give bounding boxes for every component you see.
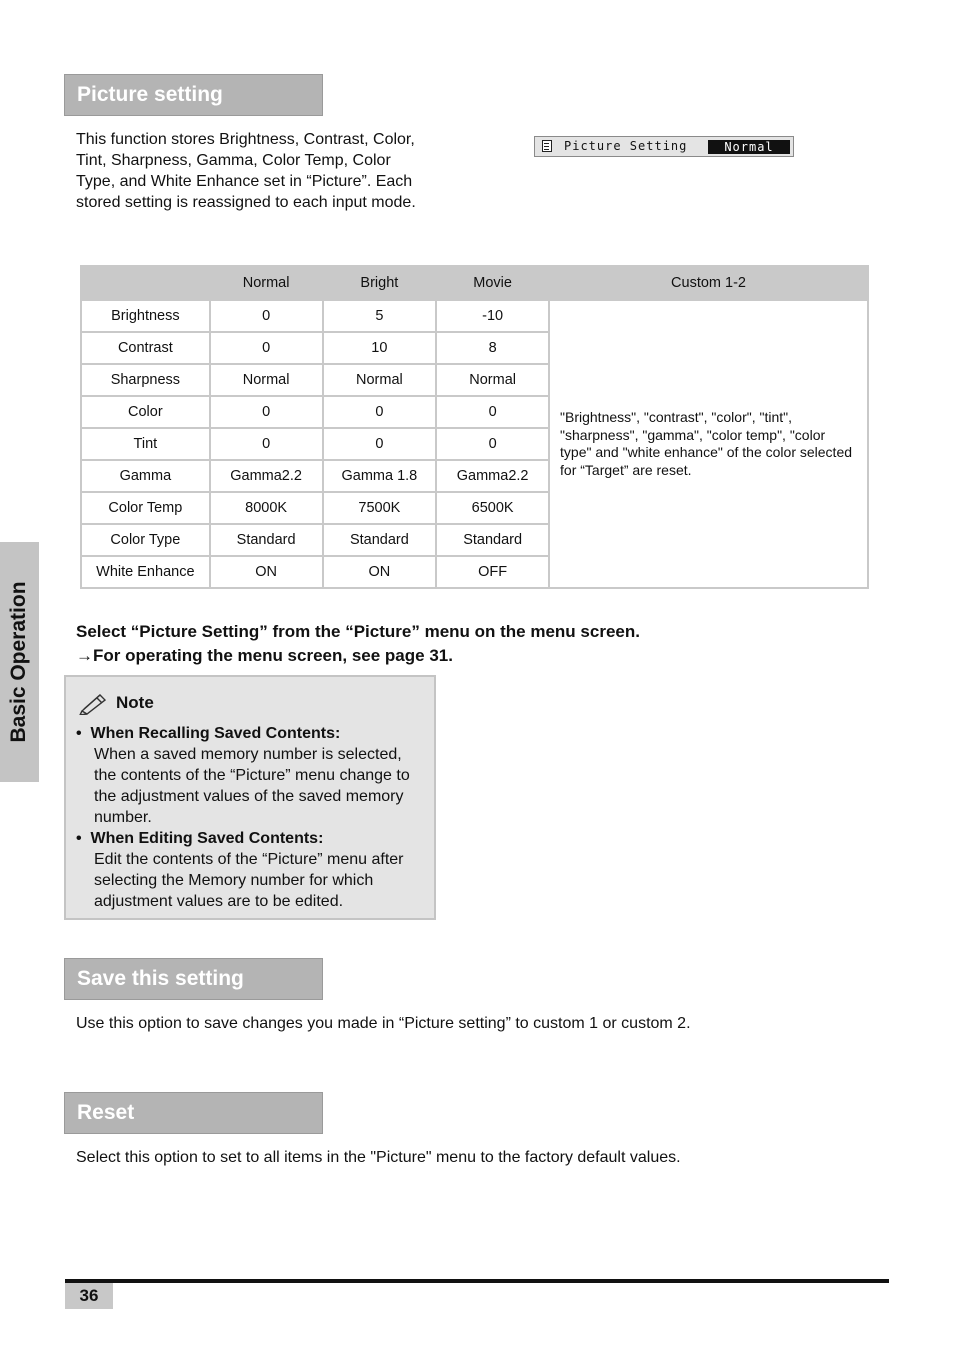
table-cell: Gamma 1.8 bbox=[323, 460, 437, 492]
reset-text: Select this option to set to all items in the "Picture" menu to the factory default values. bbox=[76, 1149, 681, 1166]
side-tab-label: Basic Operation bbox=[7, 581, 30, 743]
note-item: • When Editing Saved Contents: Edit the contents of the “Picture” menu after selecting the Memory number for which adjustment values are to be edited. bbox=[76, 828, 424, 912]
table-cell: Contrast bbox=[81, 332, 210, 364]
table-cell: 0 bbox=[210, 332, 323, 364]
pencil-icon bbox=[78, 691, 110, 715]
table-cell: 0 bbox=[436, 428, 549, 460]
note-item-text: When a saved memory number is selected, the contents of the “Picture” menu change to the adjustment values of the saved memory number. bbox=[94, 746, 410, 826]
table-cell: 6500K bbox=[436, 492, 549, 524]
table-cell: 0 bbox=[210, 428, 323, 460]
table-cell: 7500K bbox=[323, 492, 437, 524]
osd-value: Normal bbox=[708, 140, 790, 154]
osd-label: Picture Setting bbox=[564, 139, 688, 153]
table-cell: Sharpness bbox=[81, 364, 210, 396]
table-cell: OFF bbox=[436, 556, 549, 588]
table-header: Custom 1-2 bbox=[549, 266, 868, 300]
table-cell: 10 bbox=[323, 332, 437, 364]
table-cell: ON bbox=[323, 556, 437, 588]
table-cell: Normal bbox=[210, 364, 323, 396]
table-header: Movie bbox=[436, 266, 549, 300]
note-box bbox=[64, 675, 436, 920]
table-cell: Gamma2.2 bbox=[436, 460, 549, 492]
table-cell: 8000K bbox=[210, 492, 323, 524]
instruction bbox=[76, 620, 640, 668]
table-row bbox=[81, 300, 868, 332]
table-cell: Gamma2.2 bbox=[210, 460, 323, 492]
table-cell: White Enhance bbox=[81, 556, 210, 588]
table-cell: Standard bbox=[323, 524, 437, 556]
table-cell: 8 bbox=[436, 332, 549, 364]
custom-note-cell: "Brightness", "contrast", "color", "tint", "sharpness", "gamma", "color temp", "color type" and "white enhance" of the color selected for “Target” are reset. bbox=[549, 300, 868, 588]
table-cell: Standard bbox=[436, 524, 549, 556]
save-setting-heading: Save this setting bbox=[64, 958, 323, 1000]
instruction-line: Select “Picture Setting” from the “Picture” menu on the menu screen. bbox=[76, 622, 640, 641]
note-title: Note bbox=[116, 693, 154, 712]
instruction-page-reference: →For operating the menu screen, see page 31. bbox=[76, 646, 453, 665]
reset-heading: Reset bbox=[64, 1092, 323, 1134]
note-item: • When Recalling Saved Contents: When a saved memory number is selected, the contents of the “Picture” menu change to the adjustment values of the saved memory number. bbox=[76, 723, 424, 828]
table-cell: -10 bbox=[436, 300, 549, 332]
page-number: 36 bbox=[65, 1283, 113, 1309]
footer-rule bbox=[65, 1279, 889, 1283]
osd-picture-setting bbox=[534, 136, 794, 157]
table-cell: Color Temp bbox=[81, 492, 210, 524]
table-cell: 0 bbox=[210, 300, 323, 332]
table-cell: Color bbox=[81, 396, 210, 428]
side-tab bbox=[0, 542, 39, 782]
document-icon bbox=[542, 140, 552, 152]
note-item-heading: When Recalling Saved Contents: bbox=[90, 725, 341, 742]
table-cell: Tint bbox=[81, 428, 210, 460]
table-header-row bbox=[81, 266, 868, 300]
table-cell: Normal bbox=[323, 364, 437, 396]
table-cell: Standard bbox=[210, 524, 323, 556]
picture-setting-heading: Picture setting bbox=[64, 74, 323, 116]
table-cell: Normal bbox=[436, 364, 549, 396]
table-cell: 5 bbox=[323, 300, 437, 332]
settings-table bbox=[80, 265, 869, 589]
table-cell: 0 bbox=[210, 396, 323, 428]
table-header: Normal bbox=[210, 266, 323, 300]
table-cell: Color Type bbox=[81, 524, 210, 556]
picture-setting-description: This function stores Brightness, Contrast, Color, Tint, Sharpness, Gamma, Color Temp, Color Type, and White Enhance set in “Picture”. Each stored setting is reassigned to each input mode. bbox=[76, 131, 416, 211]
table-header: Bright bbox=[323, 266, 437, 300]
table-cell: 0 bbox=[323, 396, 437, 428]
table-cell: 0 bbox=[323, 428, 437, 460]
note-item-heading: When Editing Saved Contents: bbox=[90, 830, 324, 847]
table-cell: Brightness bbox=[81, 300, 210, 332]
table-header bbox=[81, 266, 210, 300]
table-cell: ON bbox=[210, 556, 323, 588]
note-item-text: Edit the contents of the “Picture” menu after selecting the Memory number for which adjustment values are to be edited. bbox=[94, 851, 404, 910]
table-cell: 0 bbox=[436, 396, 549, 428]
save-setting-text: Use this option to save changes you made in “Picture setting” to custom 1 or custom 2. bbox=[76, 1015, 691, 1032]
table-cell: Gamma bbox=[81, 460, 210, 492]
